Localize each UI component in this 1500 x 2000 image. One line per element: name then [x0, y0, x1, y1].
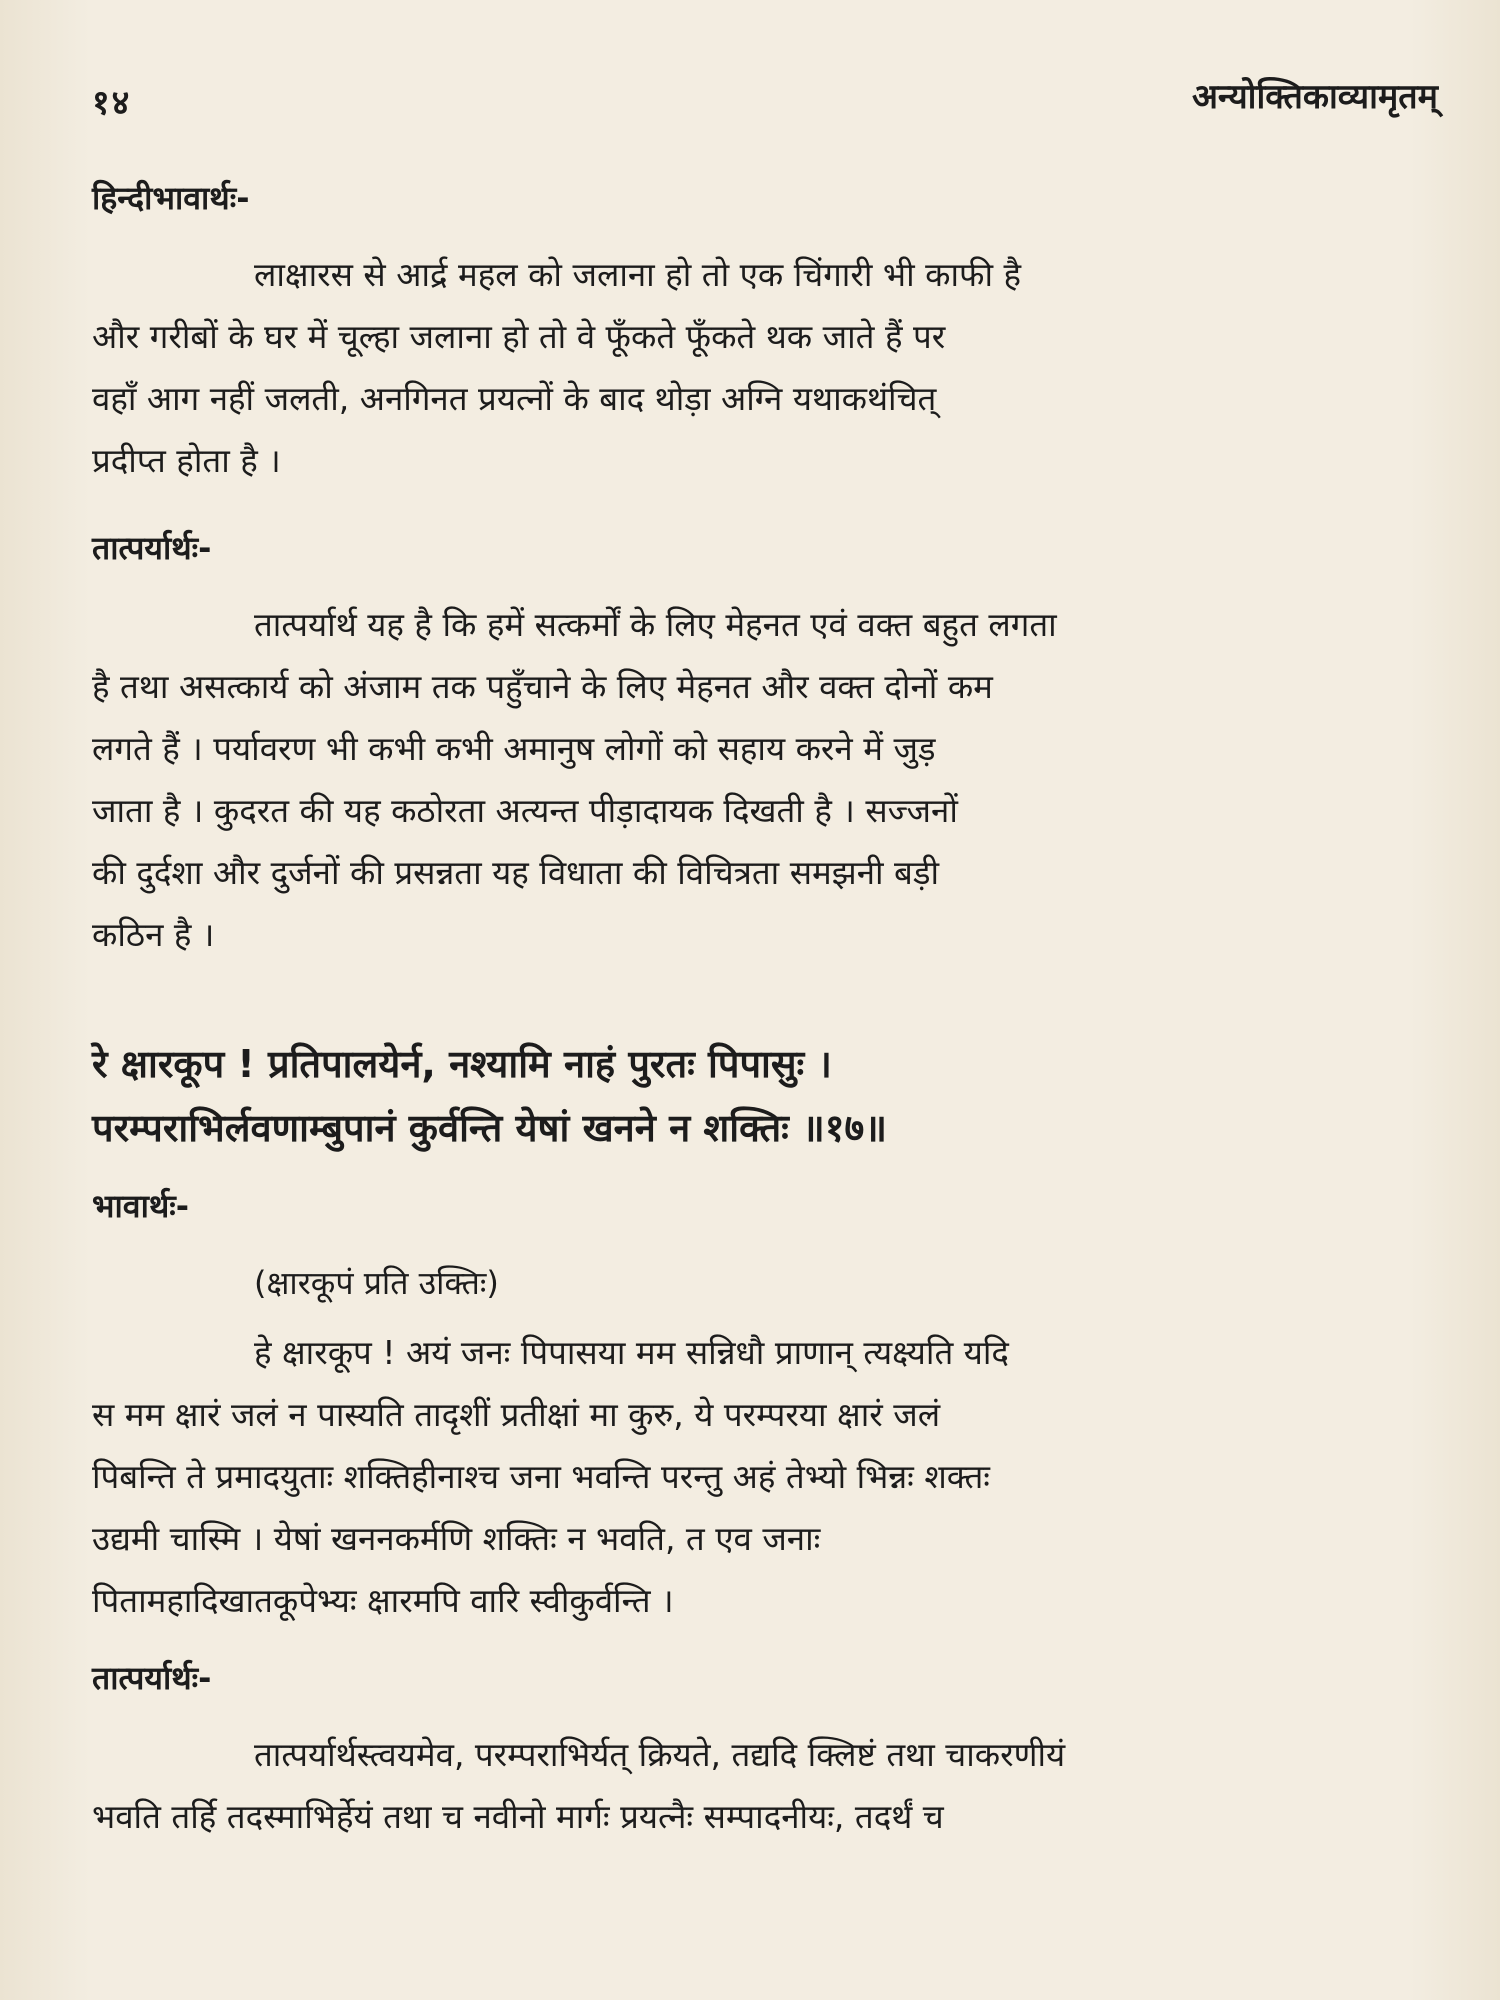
- tatparya-paragraph-1: [92, 594, 1437, 966]
- text-line: भवति तर्हि तदस्माभिर्हेयं तथा च नवीनो मार्गः प्रयत्नैः सम्पादनीयः, तदर्थं च: [92, 1797, 944, 1836]
- text-line: है तथा असत्कार्य को अंजाम तक पहुँचाने के लिए मेहनत और वक्त दोनों कम: [92, 667, 993, 706]
- text-line: उद्यमी चास्मि । येषां खननकर्मणि शक्तिः न भवति, त एव जनाः: [92, 1519, 821, 1558]
- text-line: जाता है । कुदरत की यह कठोरता अत्यन्त पीड़ादायक दिखती है । सज्जनों: [92, 791, 958, 830]
- text-line: लगते हैं । पर्यावरण भी कभी कभी अमानुष लोगों को सहाय करने में जुड़: [92, 729, 936, 768]
- running-title: अन्योक्तिकाव्यामृतम्: [1191, 77, 1438, 117]
- text-line: वहाँ आग नहीं जलती, अनगिनत प्रयत्नों के बाद थोड़ा अग्नि यथाकथंचित्: [92, 379, 937, 418]
- bhavartha-heading: भावार्थः-: [92, 1187, 190, 1225]
- tatparya-heading-1: तात्पर्यार्थः-: [92, 529, 212, 567]
- text-line: स मम क्षारं जलं न पास्यति तादृशीं प्रतीक्षां मा कुरु, ये परम्परया क्षारं जलं: [92, 1395, 941, 1434]
- text-line: पिबन्ति ते प्रमादयुताः शक्तिहीनाश्च जना भवन्ति परन्तु अहं तेभ्यो भिन्नः शक्तः: [92, 1457, 990, 1496]
- hindi-bhavartha-heading: हिन्दीभावार्थः-: [92, 179, 250, 217]
- text-line: लाक्षारस से आर्द्र महल को जलाना हो तो एक चिंगारी भी काफी है: [254, 255, 1022, 294]
- tatparya-paragraph-2: [92, 1724, 1437, 1848]
- text-line: पितामहादिखातकूपेभ्यः क्षारमपि वारि स्वीकुर्वन्ति ।: [92, 1581, 674, 1620]
- verse-line-1: रे क्षारकूप ! प्रतिपालयेर्न, नश्यामि नाहं पुरतः पिपासुः ।: [92, 1042, 832, 1086]
- tatparya-heading-2: तात्पर्यार्थः-: [92, 1659, 212, 1697]
- page-number: १४: [92, 83, 132, 123]
- page-content: [92, 170, 1437, 1848]
- text-line: और गरीबों के घर में चूल्हा जलाना हो तो वे फूँकते फूँकते थक जाते हैं पर: [92, 317, 946, 356]
- text-line: हे क्षारकूप ! अयं जनः पिपासया मम सन्निधौ प्राणान् त्यक्ष्यति यदि: [254, 1333, 1009, 1372]
- text-line: तात्पर्यार्थस्त्वयमेव, परम्पराभिर्यत् क्रियते, तद्यदि क्लिष्टं तथा चाकरणीयं: [254, 1735, 1066, 1774]
- bhavartha-context: (क्षारकूपं प्रति उक्तिः): [254, 1264, 499, 1302]
- text-line: कठिन है ।: [92, 915, 215, 954]
- text-line: प्रदीप्त होता है ।: [92, 441, 281, 480]
- sanskrit-verse: [92, 1032, 1437, 1160]
- text-line: की दुर्दशा और दुर्जनों की प्रसन्नता यह विधाता की विचित्रता समझनी बड़ी: [92, 853, 940, 892]
- bhavartha-paragraph: [92, 1322, 1437, 1632]
- hindi-bhavartha-paragraph: [92, 244, 1437, 492]
- text-line: तात्पर्यार्थ यह है कि हमें सत्कर्मों के लिए मेहनत एवं वक्त बहुत लगता: [254, 605, 1057, 644]
- verse-line-2: परम्पराभिर्लवणाम्बुपानं कुर्वन्ति येषां खनने न शक्तिः ॥१७॥: [92, 1106, 888, 1150]
